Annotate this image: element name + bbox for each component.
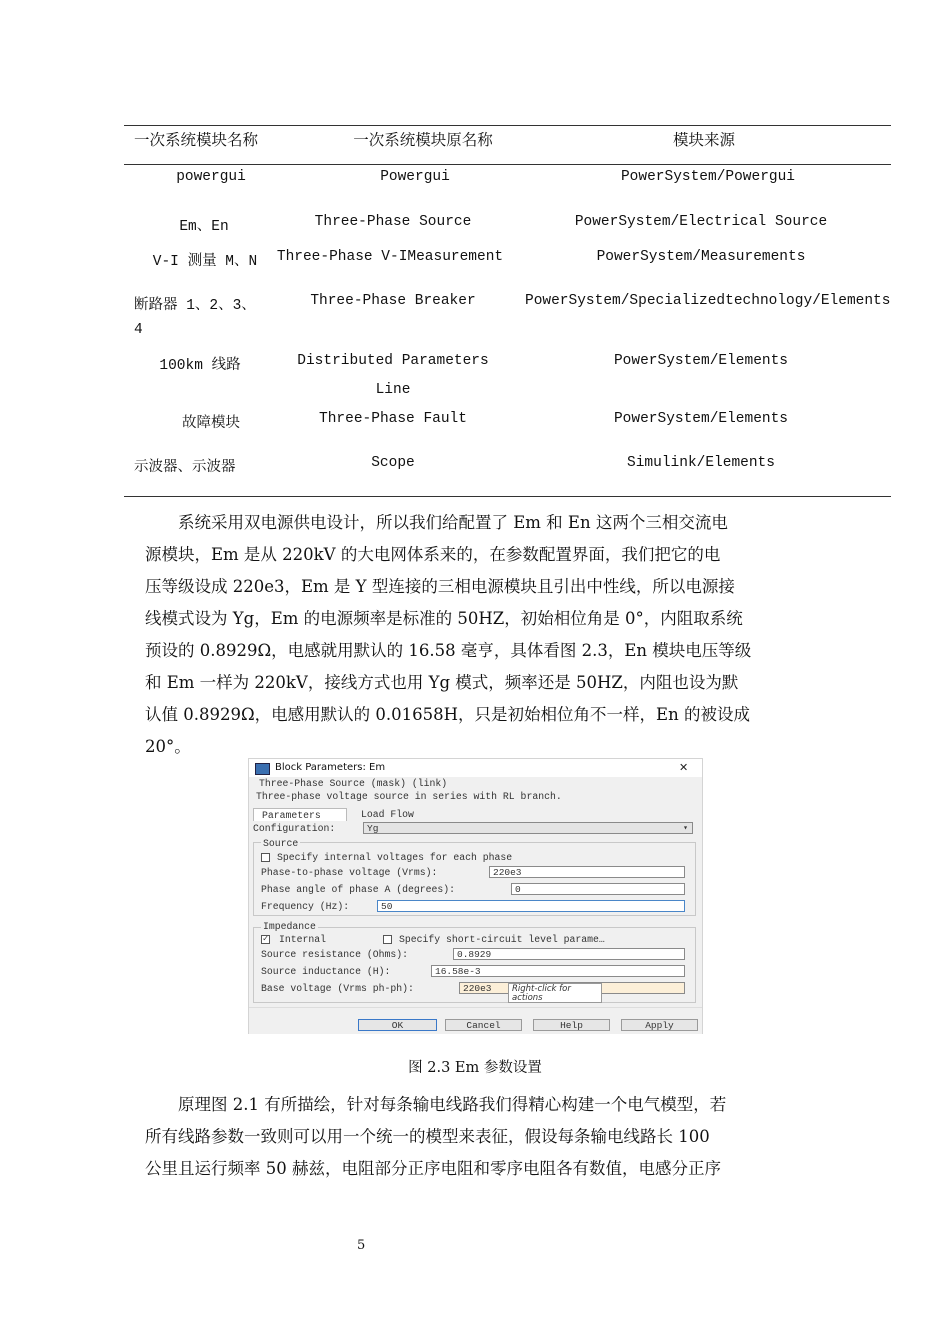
paragraph-line: 线模式设为 Yg，Em 的电源频率是标准的 50HZ，初始相位角是 0°，内阻取系统 [145, 609, 743, 628]
table-cell-name: powergui [176, 169, 246, 185]
table-cell-name: 100km 线路 [159, 358, 241, 374]
table-cell-name-cont: 4 [134, 322, 143, 338]
table-cell-source: PowerSystem/Powergui [620, 169, 796, 185]
table-cell-source: PowerSystem/Elements [613, 411, 789, 427]
table-cell-orig: Scope [371, 455, 415, 471]
figure-caption: 图 2.3 Em 参数设置 [408, 1060, 542, 1076]
paragraph-line: 所有线路参数一致则可以用一个统一的模型来表征，假设每条输电线路长 100 [145, 1127, 710, 1146]
configuration-label: Configuration: [253, 823, 336, 834]
block-parameters-dialog [248, 758, 703, 1034]
app-icon [255, 763, 270, 775]
table-header-source: 模块来源 [672, 131, 735, 149]
table-header-name: 一次系统模块名称 [134, 131, 259, 149]
inductance-field[interactable]: 16.58e-3 [431, 965, 685, 977]
resistance-label: Source resistance (Ohms): [261, 949, 408, 960]
table-cell-name: 示波器、示波器 [134, 460, 236, 476]
phase-angle-label: Phase angle of phase A (degrees): [261, 884, 456, 895]
table-cell-orig-cont: Line [375, 382, 411, 398]
table-cell-source: Simulink/Elements [627, 455, 775, 471]
close-icon[interactable]: ✕ [679, 761, 689, 774]
specify-internal-label: Specify internal voltages for each phase [277, 852, 513, 863]
tab-load-flow-label: Load Flow [361, 809, 414, 820]
table-cell-name: V-I 测量 M、N [152, 254, 258, 270]
help-button[interactable]: Help [533, 1019, 610, 1031]
mask-line: Three-Phase Source (mask) (link) [259, 778, 448, 789]
tab-load-flow[interactable] [347, 809, 417, 820]
paragraph-line: 预设的 0.8929Ω，电感就用默认的 16.58 毫亨，具体看图 2.3，En 模块电压等级 [145, 641, 752, 660]
table-cell-orig: Three-Phase Breaker [310, 293, 476, 309]
tab-parameters-label: Parameters [262, 810, 321, 821]
body-paragraph-2 [145, 1089, 807, 1185]
table-cell-source: PowerSystem/Measurements [596, 249, 806, 265]
impedance-group-title: Impedance [263, 921, 316, 932]
dialog-title: Block Parameters: Em [275, 762, 386, 773]
table-cell-source: PowerSystem/Elements [613, 353, 789, 369]
table-top-rule [124, 125, 891, 126]
short-circuit-checkbox[interactable] [383, 935, 392, 944]
configuration-select[interactable] [363, 822, 693, 834]
page-number: 5 [357, 1238, 366, 1253]
cancel-button[interactable]: Cancel [445, 1019, 522, 1031]
table-cell-source: PowerSystem/Electrical Source [574, 214, 828, 230]
tooltip [508, 983, 602, 1003]
table-cell-orig: Distributed Parameters [297, 353, 489, 369]
table-cell-source: PowerSystem/Specializedtechnology/Elements [525, 293, 891, 309]
phase-voltage-field[interactable]: 220e3 [489, 866, 685, 878]
ok-button[interactable]: OK [358, 1019, 437, 1031]
internal-checkbox[interactable]: ✓ [262, 934, 269, 944]
paragraph-line: 20°。 [145, 737, 191, 756]
table-cell-name: 断路器 1、2、3、 [134, 298, 256, 314]
paragraph-line: 和 Em 一样为 220kV，接线方式也用 Yg 模式，频率还是 50HZ，内阻也设为默 [145, 673, 739, 692]
base-voltage-field[interactable]: 220e3 [459, 982, 685, 994]
internal-label: Internal [279, 934, 327, 945]
table-header-orig: 一次系统模块原名称 [353, 131, 493, 149]
table-bottom-rule [124, 496, 891, 497]
base-voltage-label: Base voltage (Vrms ph-ph): [261, 983, 414, 994]
paragraph-line: 系统采用双电源供电设计，所以我们给配置了 Em 和 En 这两个三相交流电 [145, 513, 728, 532]
inductance-label: Source inductance (H): [261, 966, 391, 977]
configuration-value: Yg [367, 823, 379, 834]
block-description: Three-phase voltage source in series with RL branch. [256, 791, 562, 802]
tab-parameters[interactable] [253, 808, 347, 821]
paragraph-line: 公里且运行频率 50 赫兹，电阻部分正序电阻和零序电阻各有数值，电感分正序 [145, 1159, 721, 1178]
table-cell-orig: Three-Phase Fault [319, 411, 467, 427]
frequency-label: Frequency (Hz): [261, 901, 350, 912]
table-cell-name: Em、En [179, 219, 229, 235]
specify-internal-checkbox[interactable] [261, 853, 270, 862]
table-cell-orig: Three-Phase V-IMeasurement [276, 249, 504, 265]
table-header-rule [124, 164, 891, 165]
table-cell-name: 故障模块 [182, 416, 240, 432]
paragraph-line: 认值 0.8929Ω，电感用默认的 0.01658H，只是初始相位角不一样，En 的被设成 [145, 705, 750, 724]
source-group-title: Source [263, 838, 299, 849]
apply-button[interactable]: Apply [621, 1019, 698, 1031]
table-cell-orig: Three-Phase Source [314, 214, 472, 230]
short-circuit-label: Specify short-circuit level parame… [399, 934, 605, 945]
resistance-field[interactable]: 0.8929 [453, 948, 685, 960]
phase-angle-field[interactable]: 0 [511, 883, 685, 895]
paragraph-line: 源模块，Em 是从 220kV 的大电网体系来的，在参数配置界面，我们把它的电 [145, 545, 721, 564]
phase-voltage-label: Phase-to-phase voltage (Vrms): [261, 867, 438, 878]
tooltip-text: Right-click for actions [512, 984, 571, 1003]
body-paragraph-1 [145, 507, 807, 763]
frequency-field[interactable]: 50 [377, 900, 685, 912]
paragraph-line: 原理图 2.1 有所描绘，针对每条输电线路我们得精心构建一个电气模型，若 [145, 1095, 727, 1114]
paragraph-line: 压等级设成 220e3，Em 是 Y 型连接的三相电源模块且引出中性线，所以电源接 [145, 577, 735, 596]
chevron-down-icon: ▾ [683, 824, 688, 833]
dialog-titlebar [249, 759, 702, 777]
table-cell-orig: Powergui [380, 169, 450, 185]
